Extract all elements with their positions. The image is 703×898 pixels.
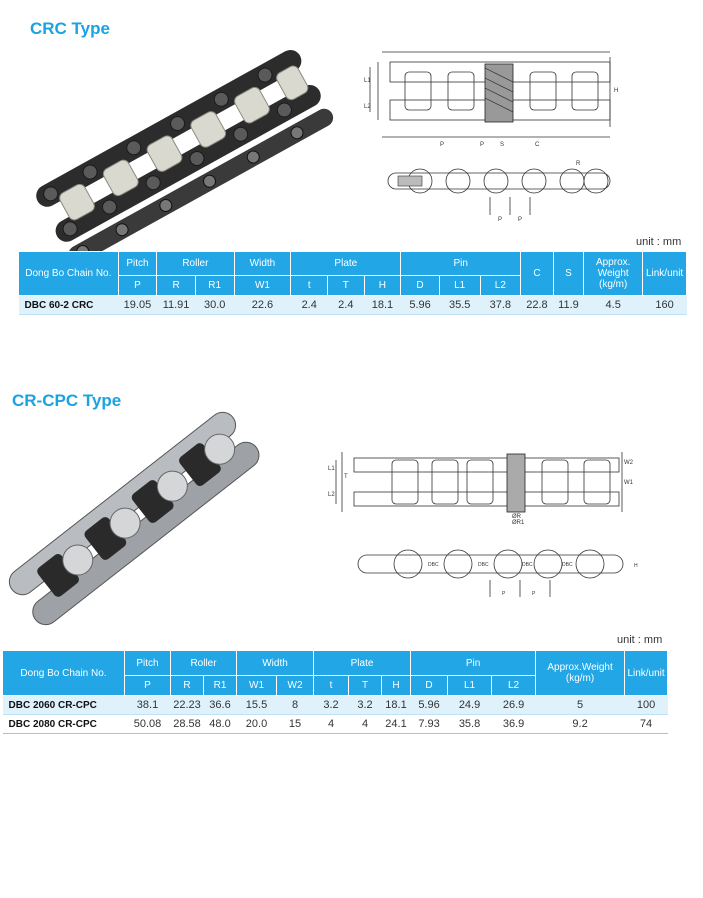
cell-p: 50.08 xyxy=(125,715,171,734)
header-weight: Approx. Weight (kg/m) xyxy=(584,252,643,296)
cell-link: 160 xyxy=(643,296,687,315)
unit-label-cr-cpc: unit : mm xyxy=(617,634,663,646)
label-w1: W1 xyxy=(624,480,633,486)
cell-weight: 4.5 xyxy=(584,296,643,315)
crc-chain-photo xyxy=(18,45,338,240)
header-p: P xyxy=(125,676,171,696)
cell-s: 11.9 xyxy=(553,296,583,315)
cell-t-large: 3.2 xyxy=(349,696,382,715)
header-t-small: t xyxy=(291,276,328,296)
header-pin: Pin xyxy=(401,252,521,276)
cell-weight: 5 xyxy=(536,696,625,715)
table-row xyxy=(3,715,668,734)
header-w1: W1 xyxy=(237,676,277,696)
label-p: P xyxy=(502,591,506,597)
cell-d: 5.96 xyxy=(401,296,440,315)
unit-label-crc: unit : mm xyxy=(636,236,682,248)
header-link: Link/unit xyxy=(625,651,668,696)
label-dbc: DBC xyxy=(478,562,489,568)
table-row xyxy=(3,696,668,715)
section-title-cr-cpc: CR-CPC Type xyxy=(12,391,122,410)
cell-l2: 37.8 xyxy=(480,296,521,315)
cell-t-small: 4 xyxy=(314,715,349,734)
label-p: P xyxy=(440,142,445,148)
label-h: H xyxy=(614,88,619,94)
header-r: R xyxy=(171,676,204,696)
label-dbc: DBC xyxy=(522,562,533,568)
header-l1: L1 xyxy=(448,676,492,696)
cell-l2: 36.9 xyxy=(492,715,536,734)
header-plate: Plate xyxy=(314,651,411,676)
cr-cpc-top-view-drawing xyxy=(322,440,632,525)
cell-r1: 48.0 xyxy=(204,715,237,734)
cell-t-large: 2.4 xyxy=(328,296,365,315)
header-roller: Roller xyxy=(157,252,234,276)
label-p: P xyxy=(518,217,523,223)
header-d: D xyxy=(401,276,440,296)
label-r: R xyxy=(576,161,581,167)
header-chain-no: Dong Bo Chain No. xyxy=(3,651,125,696)
cell-chain-no: DBC 2060 CR-CPC xyxy=(3,696,125,715)
header-roller: Roller xyxy=(171,651,237,676)
cell-l1: 35.8 xyxy=(448,715,492,734)
header-l2: L2 xyxy=(480,276,521,296)
label-l2: L2 xyxy=(364,104,371,110)
cell-p: 19.05 xyxy=(118,296,157,315)
header-pin: Pin xyxy=(411,651,536,676)
cell-l2: 26.9 xyxy=(492,696,536,715)
cell-t-large: 4 xyxy=(349,715,382,734)
cell-w2: 8 xyxy=(277,696,314,715)
cell-h: 18.1 xyxy=(382,696,411,715)
cell-w2: 15 xyxy=(277,715,314,734)
cell-d: 5.96 xyxy=(411,696,448,715)
label-h: H xyxy=(634,563,638,569)
cell-link: 74 xyxy=(625,715,668,734)
header-t-large: T xyxy=(349,676,382,696)
cell-t-small: 2.4 xyxy=(291,296,328,315)
crc-top-view-drawing xyxy=(360,42,630,152)
label-p: P xyxy=(480,142,485,148)
cell-d: 7.93 xyxy=(411,715,448,734)
header-w2: W2 xyxy=(277,676,314,696)
header-width: Width xyxy=(234,252,291,276)
cell-r: 28.58 xyxy=(171,715,204,734)
label-l1: L1 xyxy=(364,78,371,84)
header-pitch: Pitch xyxy=(118,252,157,276)
cell-chain-no: DBC 60-2 CRC xyxy=(19,296,119,315)
label-c: C xyxy=(535,142,540,148)
cr-cpc-spec-table xyxy=(2,650,668,734)
header-l2: L2 xyxy=(492,676,536,696)
cell-w1: 22.6 xyxy=(234,296,291,315)
section-title-crc: CRC Type xyxy=(30,19,110,38)
header-link: Link/unit xyxy=(643,252,687,296)
cell-w1: 15.5 xyxy=(237,696,277,715)
header-chain-no: Dong Bo Chain No. xyxy=(19,252,119,296)
label-t: T xyxy=(344,474,348,480)
label-or1: ØR1 xyxy=(512,520,525,526)
header-r: R xyxy=(157,276,196,296)
cell-r: 11.91 xyxy=(157,296,196,315)
cell-c: 22.8 xyxy=(521,296,554,315)
cell-r1: 36.6 xyxy=(204,696,237,715)
header-plate: Plate xyxy=(291,252,401,276)
cr-cpc-side-view-drawing xyxy=(350,535,650,600)
header-h: H xyxy=(364,276,401,296)
label-p: P xyxy=(498,217,503,223)
header-weight: Approx.Weight (kg/m) xyxy=(536,651,625,696)
cell-l1: 35.5 xyxy=(439,296,480,315)
header-p: P xyxy=(118,276,157,296)
header-d: D xyxy=(411,676,448,696)
cell-chain-no: DBC 2080 CR-CPC xyxy=(3,715,125,734)
header-c: C xyxy=(521,252,554,296)
label-or: ØR xyxy=(512,514,521,520)
cell-t-small: 3.2 xyxy=(314,696,349,715)
label-s: S xyxy=(500,142,505,148)
cell-h: 24.1 xyxy=(382,715,411,734)
header-t-large: T xyxy=(328,276,365,296)
label-dbc: DBC xyxy=(562,562,573,568)
table-row xyxy=(19,296,687,315)
cell-l1: 24.9 xyxy=(448,696,492,715)
cell-r1: 30.0 xyxy=(195,296,234,315)
header-r1: R1 xyxy=(204,676,237,696)
label-l1: L1 xyxy=(328,466,335,472)
header-w1: W1 xyxy=(234,276,291,296)
cell-w1: 20.0 xyxy=(237,715,277,734)
header-l1: L1 xyxy=(439,276,480,296)
header-t-small: t xyxy=(314,676,349,696)
header-h: H xyxy=(382,676,411,696)
header-width: Width xyxy=(237,651,314,676)
cell-p: 38.1 xyxy=(125,696,171,715)
cell-weight: 9.2 xyxy=(536,715,625,734)
label-w2: W2 xyxy=(624,460,633,466)
cr-cpc-chain-photo xyxy=(4,440,254,600)
header-pitch: Pitch xyxy=(125,651,171,676)
label-p: P xyxy=(532,591,536,597)
cell-h: 18.1 xyxy=(364,296,401,315)
header-r1: R1 xyxy=(195,276,234,296)
header-s: S xyxy=(553,252,583,296)
cell-r: 22.23 xyxy=(171,696,204,715)
cell-link: 100 xyxy=(625,696,668,715)
crc-side-view-drawing xyxy=(380,155,620,225)
label-l2: L2 xyxy=(328,492,335,498)
label-dbc: DBC xyxy=(428,562,439,568)
crc-spec-table xyxy=(18,251,687,315)
